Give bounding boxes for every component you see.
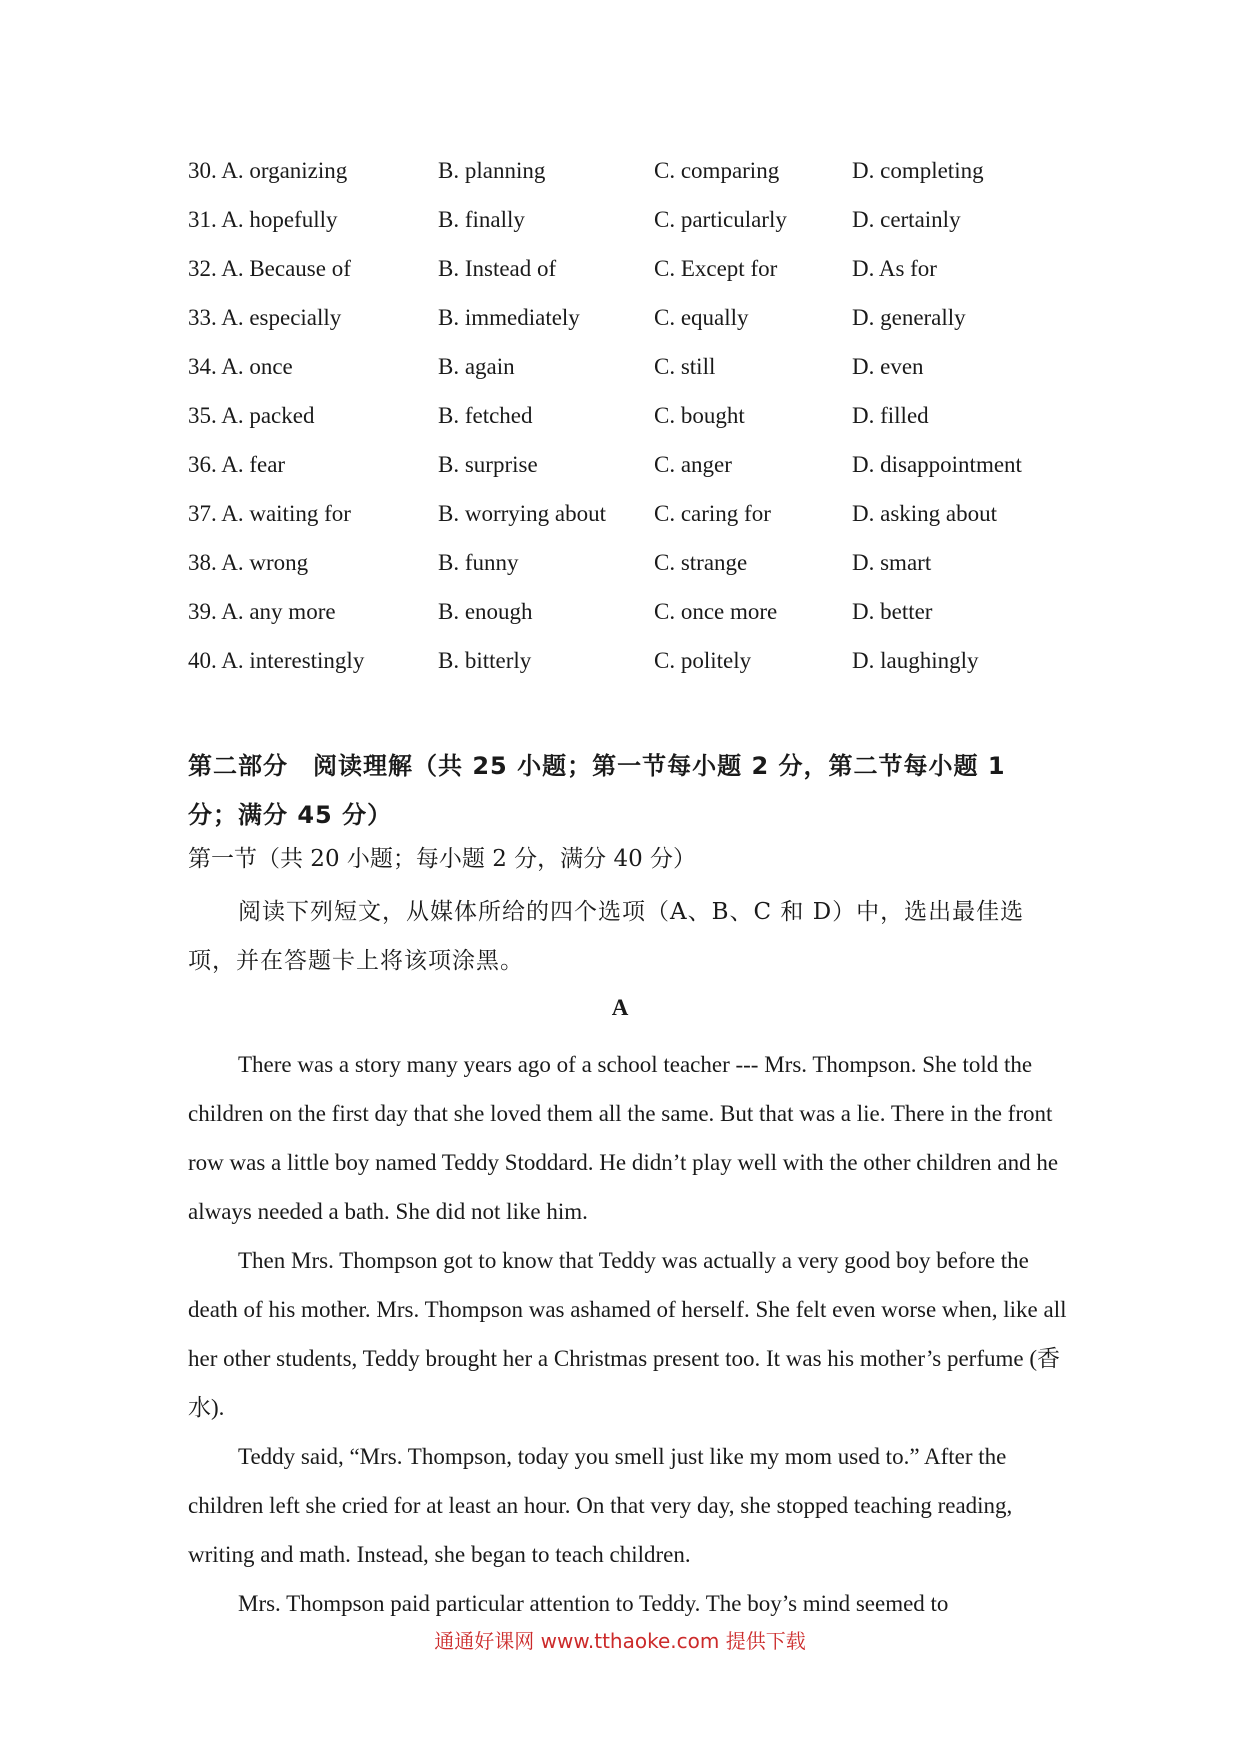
subsection-title: 第一节（共 20 小题；每小题 2 分，满分 40 分） [188,846,697,872]
option-row-33 [188,303,1088,352]
option-d: D. certainly [852,207,961,232]
option-row-35 [188,401,1088,450]
option-row-37 [188,499,1088,548]
option-d: D. laughingly [852,648,979,673]
option-a: 35. A. packed [188,403,315,428]
option-b: B. fetched [438,403,533,428]
option-row-34 [188,352,1088,401]
option-b: B. again [438,354,515,379]
option-a: 32. A. Because of [188,256,351,281]
option-b: B. enough [438,599,533,624]
option-c: C. strange [654,550,748,575]
passage-paragraph: Teddy said, “Mrs. Thompson, today you smell just like my mom used to.” After the children left she cried for at least an hour. On that very day, she stopped teaching reading, writing and math. Instead, she began to teach children. [188,1444,1013,1567]
option-b: B. funny [438,550,519,575]
option-row-31 [188,205,1088,254]
option-a: 36. A. fear [188,452,286,477]
option-d: D. asking about [852,501,998,526]
option-a: 30. A. organizing [188,158,348,183]
option-c: C. comparing [654,158,780,183]
option-c: C. equally [654,305,749,330]
option-d: D. even [852,354,924,379]
passage-paragraph: Mrs. Thompson paid particular attention to Teddy. The boy’s mind seemed to [238,1591,949,1616]
option-row-40 [188,646,1088,695]
option-b: B. immediately [438,305,580,330]
option-a: 39. A. any more [188,599,336,624]
option-a: 40. A. interestingly [188,648,365,673]
option-c: C. caring for [654,501,771,526]
option-d: D. filled [852,403,929,428]
reading-passage [188,1040,1068,1628]
option-c: C. politely [654,648,752,673]
option-d: D. better [852,599,933,624]
instructions: 阅读下列短文，从媒体所给的四个选项（A、B、C 和 D）中，选出最佳选项，并在答题卡上将该项涂黑。 [188,899,1025,974]
option-b: B. planning [438,158,546,183]
option-d: D. disappointment [852,452,1022,477]
section-title: 第二部分 阅读理解（共 25 小题；第一节每小题 2 分，第二节每小题 1 分；满分 45 分） [188,752,1006,829]
footer-watermark: 通通好课网 www.tthaoke.com 提供下载 [434,1629,806,1653]
option-c: C. Except for [654,256,778,281]
cloze-options [188,156,1088,695]
option-d: D. smart [852,550,932,575]
option-a: 34. A. once [188,354,293,379]
passage-paragraph: There was a story many years ago of a school teacher --- Mrs. Thompson. She told the children on the first day that she loved them all the same. But that was a lie. There in the front row was a little boy named Teddy Stoddard. He didn’t play well with the other children and he always needed a bath. She did not like him. [188,1052,1059,1224]
option-a: 37. A. waiting for [188,501,351,526]
option-b: B. surprise [438,452,538,477]
option-c: C. bought [654,403,745,428]
option-a: 38. A. wrong [188,550,309,575]
option-b: B. worrying about [438,501,607,526]
option-row-39 [188,597,1088,646]
option-c: C. once more [654,599,778,624]
passage-label: A [611,995,629,1020]
option-row-38 [188,548,1088,597]
option-row-36 [188,450,1088,499]
option-b: B. finally [438,207,525,232]
option-row-32 [188,254,1088,303]
option-d: D. completing [852,158,984,183]
option-d: D. As for [852,256,937,281]
option-b: B. bitterly [438,648,532,673]
option-row-30 [188,156,1088,205]
option-c: C. still [654,354,716,379]
passage-paragraph: Then Mrs. Thompson got to know that Teddy was actually a very good boy before the death of his mother. Mrs. Thompson was ashamed of herself. She felt even worse when, like all her other students, Teddy brought her a Christmas present too. It was his mother’s perfume (香水). [188,1248,1067,1420]
option-a: 31. A. hopefully [188,207,338,232]
option-a: 33. A. especially [188,305,342,330]
option-b: B. Instead of [438,256,557,281]
option-c: C. particularly [654,207,787,232]
option-c: C. anger [654,452,732,477]
option-d: D. generally [852,305,966,330]
